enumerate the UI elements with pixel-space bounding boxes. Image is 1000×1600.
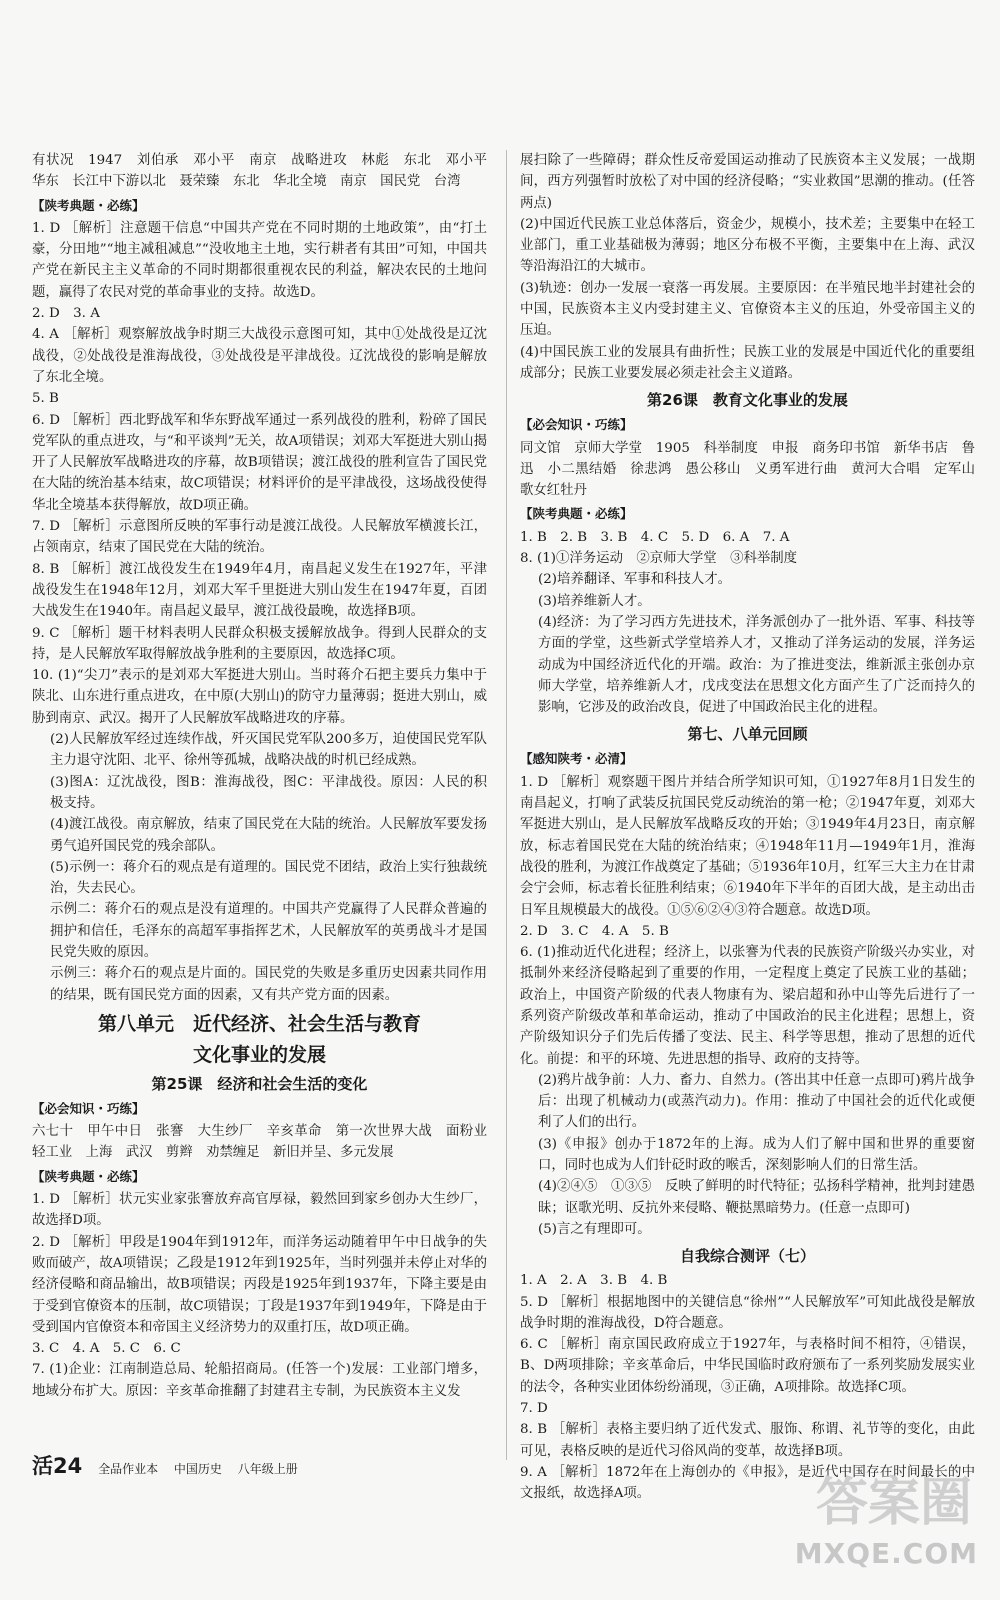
section-tag: 【必会知识・巧练】 [32,1100,145,1116]
answer-subparagraph: (2)鸦片战争前：人力、畜力、自然力。(答出其中任意一点即可)鸦片战争后：出现了机械动力(或蒸汽动力)。作用：推动了中国社会的近代化或便利了人们的出行。 [538,1072,975,1131]
answer-subparagraph: (5)示例一：蒋介石的观点是有道理的。国民党不团结，政治上实行独裁统治，失去民心。 [50,859,487,897]
answer-paragraph: 7. D [520,1401,548,1417]
answer-paragraph: 1. D ［解析］注意题干信息“中国共产党在不同时期的土地政策”，由“打土豪，分田地”“地主减租减息”“没收地主土地，实行耕者有其田”可知，中国共产党在新民主主义革命的不同时期都很重视农民的利益，解决农民的土地问题，赢得了农民对党的革命事业的支持。故选D。 [32,220,487,300]
answer-subparagraph: (4)经济：为了学习西方先进技术，洋务派创办了一批外语、军事、科技等方面的学堂，这些新式学堂培养人才，又推动了洋务运动的发展，洋务运动成为中国经济近代化的开端。政治：为了推进变法，维新派主张创办京师大学堂，培养维新人才，戊戌变法在思想文化方面产生了广泛而持久的影响，它涉及的政治改良，促进了中国政治民主化的进程。 [538,614,975,716]
answer-subparagraph: (4)②④⑤ ①③⑤ 反映了鲜明的时代特征；弘扬科学精神，批判封建愚昧；讴歌光明、反抗外来侵略、鞭挞黑暗势力。(任意一点即可) [538,1179,975,1216]
answer-paragraph: 8. B ［解析］表格主要归纳了近代发式、服饰、称谓、礼节等的变化，由此可见，表格反映的是近代习俗风尚的变革，故选择B项。 [520,1422,975,1459]
left-column [32,150,501,1402]
answer-paragraph: 2. D 3. C 4. A 5. B [520,923,669,939]
answer-paragraph: 4. A ［解析］观察解放战争时期三大战役示意图可知，其中①处战役是辽沈战役，②处战役是淮海战役，③处战役是平津战役。辽沈战役的影响是解放了东北全境。 [32,327,487,385]
answer-paragraph: 1. D ［解析］观察题干图片并结合所学知识可知，①1927年8月1日发生的南昌起义，打响了武装反抗国民党反动统治的第一枪；②1947年夏，刘邓大军挺进大别山，是人民解放军战略反攻的开始；③1949年4月23日，南京解放，标志着国民党在大陆的统治结束；④1948年11月—1949年1月，淮海战役的胜利，为渡江作战奠定了基础；⑤1936年10月，红军三大主力在甘肃会宁会师，标志着长征胜利结束；⑥1940年下半年的百团大战，是主动出击日军且规模最大的战役。①⑤⑥②④③符合题意。故选D项。 [520,774,975,918]
right-column [520,150,989,1505]
column-divider [506,150,507,1460]
answer-paragraph: 9. C ［解析］题干材料表明人民群众积极支援解放战争。得到人民群众的支持，是人民解放军取得解放战争胜利的主要原因，故选择C项。 [32,625,487,662]
answer-subparagraph: 示例三：蒋介石的观点是片面的。国民党的失败是多重历史因素共同作用的结果，既有国民党方面的因素，又有共产党方面的因素。 [50,966,487,1003]
section-tag: 【陕考典题・必练】 [32,197,145,213]
page-number: 24 [53,1454,83,1478]
answer-paragraph: 5. D ［解析］根据地图中的关键信息“徐州”“人民解放军”可知此战役是解放战争时期的淮海战役，D符合题意。 [520,1294,975,1331]
watermark-cn: 答案圈 [815,1473,972,1533]
lesson-heading: 自我综合测评（七） [679,1247,815,1266]
section-tag: 【陕考典题・必练】 [32,1168,145,1184]
answer-paragraph: (4)中国民族工业的发展具有曲折性；民族工业的发展是中国近代化的重要组成部分；民族工业要发展必须走社会主义道路。 [520,344,975,381]
answer-paragraph: 6. (1)推动近代化进程；经济上，以张謇为代表的民族资产阶级兴办实业，对抵制外来经济侵略起到了重要的作用，一定程度上奠定了民族工业的基础；政治上，中国资产阶级的代表人物康有为、梁启超和孙中山等先后进行了一系列资产阶级改革和革命运动，推动了中国政治的民主化进程；思想上，资产阶级知识分子们先后传播了变法、民主、科学等思想，推动了思想的近代化。前提：和平的环境、先进思想的指导、政府的支持等。 [520,945,975,1067]
answer-paragraph: 1. A 2. A 3. B 4. B [520,1273,668,1289]
lesson-heading: 第26课 教育文化事业的发展 [647,391,848,410]
unit-heading: 文化事业的发展 [192,1043,326,1066]
answer-paragraph: 1. B 2. B 3. B 4. C 5. D 6. A 7. A [520,529,790,545]
answer-paragraph: 7. (1)企业：江南制造总局、轮船招商局。(任答一个)发展：工业部门增多，地域分布扩大。原因：辛亥革命推翻了封建君主专制，为民族资本主义发 [32,1362,487,1399]
answer-paragraph: 六七十 甲午中日 张謇 大生纱厂 辛亥革命 第一次世界大战 面粉业 轻工业 上海 武汉 剪辫 劝禁缠足 新旧并呈、多元发展 [32,1124,501,1161]
answer-paragraph: 9. A ［解析］1872年在上海创办的《申报》，是近代中国存在时间最长的中文报纸，故选择A项。 [520,1464,975,1502]
footer-series: 全品作业本 [98,1462,159,1476]
answer-paragraph: 同文馆 京师大学堂 1905 科举制度 申报 商务印书馆 新华书店 鲁迅 小二黑结婚 徐悲鸿 愚公移山 义勇军进行曲 黄河大合唱 定军山 歌女红牡丹 [520,440,989,499]
footer-grade: 八年级上册 [237,1462,298,1476]
answer-paragraph: 6. C ［解析］南京国民政府成立于1927年，与表格时间不相符，④错误，B、D两项排除；辛亥革命后，中华民国临时政府颁布了一系列奖励发展实业的法令，各种实业团体纷纷涌现，③正确，A项排除。故选择C项。 [520,1337,975,1395]
section-tag: 【必会知识・巧练】 [520,417,633,433]
answer-paragraph: (3)轨迹：创办一发展一衰落一再发展。主要原因：在半殖民地半封建社会的中国，民族资本主义内受封建主义、官僚资本主义的压迫，外受帝国主义的压迫。 [520,280,975,339]
watermark-url: MXQE.COM [794,1537,978,1570]
section-tag: 【感知陕考・必清】 [520,751,633,767]
answer-subparagraph: (4)渡江战役。南京解放，结束了国民党在大陆的统治。人民解放军要发扬勇气追歼国民党的残余部队。 [50,817,487,854]
answer-paragraph: 1. D ［解析］状元实业家张謇放弃高官厚禄，毅然回到家乡创办大生纱厂，故选择D项。 [32,1192,487,1229]
answer-paragraph: 10. (1)“尖刀”表示的是刘邓大军挺进大别山。当时蒋介石把主要兵力集中于陕北、山东进行重点进攻，在中原(大别山)的防守力量薄弱；挺进大别山，威胁到南京、武汉。揭开了人民解放军战略进攻的序幕。 [32,668,487,726]
lesson-heading: 第七、八单元回顾 [687,725,808,744]
watermark-logo [722,1460,982,1570]
answer-paragraph: 展扫除了一些障碍；群众性反帝爱国运动推动了民族资本主义发展；一战期间，西方列强暂时放松了对中国的经济侵略；“实业救国”思潮的推动。(任答两点) [520,153,975,211]
footer-subject: 中国历史 [173,1462,222,1476]
answer-paragraph: 8. (1)①洋务运动 ②京师大学堂 ③科举制度 [520,551,798,567]
unit-heading: 第八单元 近代经济、社会生活与教育 [97,1012,421,1035]
answer-subparagraph: 示例二：蒋介石的观点是没有道理的。中国共产党赢得了人民群众普遍的拥护和信任，毛泽东的高超军事指挥艺术，人民解放军的英勇战斗才是国民党失败的原因。 [50,902,487,960]
answer-paragraph: 2. D 3. A [32,306,100,322]
answer-paragraph: (2)中国近代民族工业总体落后，资金少，规模小，技术差；主要集中在轻工业部门，重工业基础极为薄弱；地区分布极不平衡，主要集中在上海、武汉等沿海沿江的大城市。 [520,216,975,275]
answer-subparagraph: (5)言之有理即可。 [538,1221,651,1237]
answer-subparagraph: (2)人民解放军经过连续作战，歼灭国民党军队200多万，迫使国民党军队主力退守沈阳、北平、徐州等孤城，战略决战的时机已经成熟。 [50,732,487,769]
page-footer [32,1450,298,1480]
lesson-heading: 第25课 经济和社会生活的变化 [151,1074,368,1093]
answer-subparagraph: (3)培养维新人才。 [538,593,651,609]
answer-subparagraph: (2)培养翻译、军事和科技人才。 [538,572,732,588]
answer-paragraph: 5. B [32,391,59,407]
answer-subparagraph: (3)《申报》创办于1872年的上海。成为人们了解中国和世界的重要窗口，同时也成为人们针砭时政的喉舌，深刻影响人们的日常生活。 [538,1136,975,1174]
answer-paragraph: 3. C 4. A 5. C 6. C [32,1341,181,1357]
section-tag: 【陕考典题・必练】 [520,506,633,522]
answer-paragraph: 7. D ［解析］示意图所反映的军事行动是渡江战役。人民解放军横渡长江，占领南京，结束了国民党在大陆的统治。 [32,519,487,556]
answer-paragraph: 有状况 1947 刘伯承 邓小平 南京 战略进攻 林彪 东北 邓小平 华东 长江中下游以北 聂荣臻 东北 华北全境 南京 国民党 台湾 [32,153,501,190]
answer-paragraph: 8. B ［解析］渡江战役发生在1949年4月，南昌起义发生在1927年，平津战役发生在1948年12月，刘邓大军千里挺进大别山发生在1947年夏，百团大战发生在1940年。南昌起义最早，渡江战役最晚，故选择B项。 [32,561,487,620]
footer-prefix: 活 [32,1454,53,1478]
answer-subparagraph: (3)图A：辽沈战役，图B：淮海战役，图C：平津战役。原因：人民的积极支持。 [50,774,487,811]
answer-paragraph: 2. D ［解析］甲段是1904年到1912年，而洋务运动随着甲午中日战争的失败而破产，故A项错误；乙段是1912年到1925年，当时列强并未停止对华的经济侵略和商品输出，故B项错误；丙段是1925年到1937年，下降主要是由于受到官僚资本的压制，故C项错误；丁段是1937年到1949年，下降是由于受到国内官僚资本和帝国主义经济势力的双重打压，故D项正确。 [32,1234,487,1335]
answer-paragraph: 6. D ［解析］西北野战军和华东野战军通过一系列战役的胜利，粉碎了国民党军队的重点进攻，与“和平谈判”无关，故A项错误；刘邓大军挺进大别山揭开了人民解放军战略进攻的序幕，故B项错误；渡江战役的胜利宣告了国民党在大陆的统治基本结束，故C项错误；材料评价的是平津战役，这场战役使得华北全境基本获得解放，故D项正确。 [32,412,487,513]
